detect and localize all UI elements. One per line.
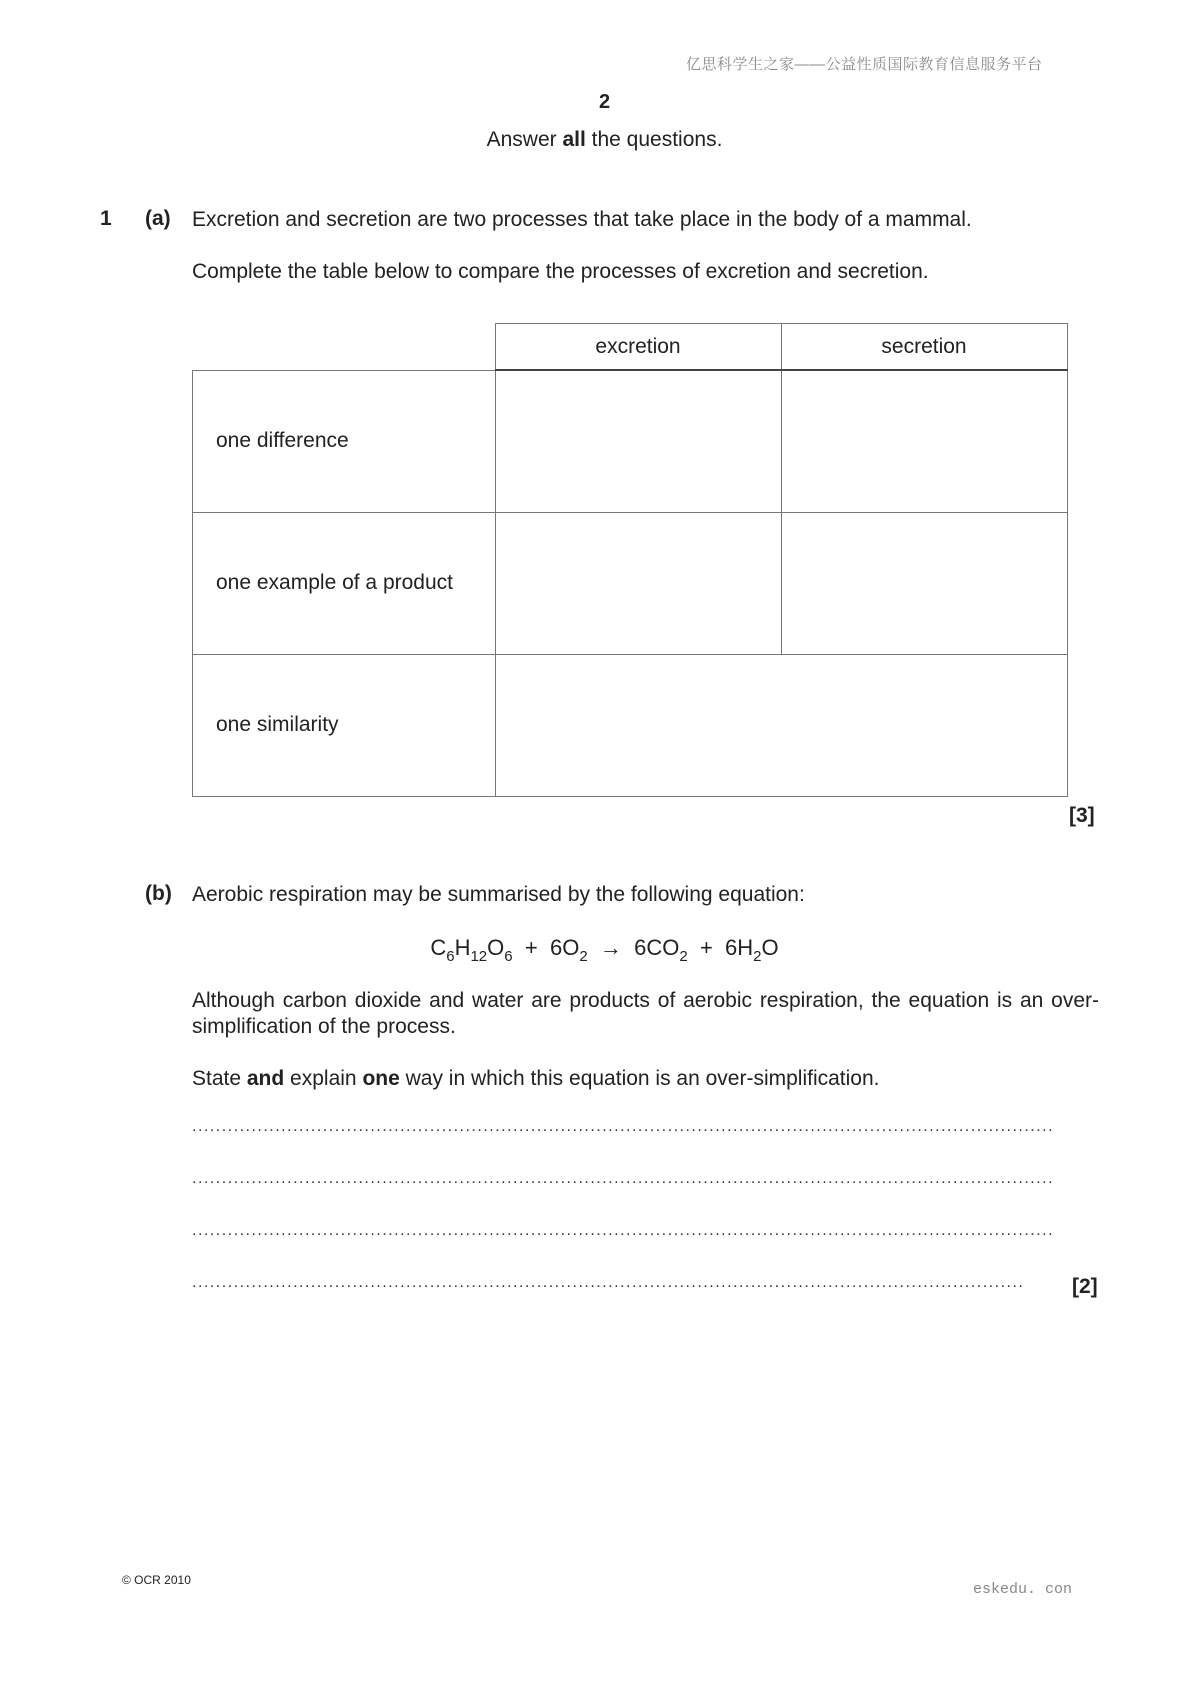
table-corner [193,324,496,371]
answer-line[interactable]: ................................................................................................................................................. [192,1170,1055,1187]
answer-cell-secretion-product[interactable] [781,512,1067,654]
oxygen-formula: $6O_2$ [549,935,588,965]
answer-cell-secretion-difference[interactable] [781,370,1067,512]
instruction [0,128,1191,152]
row-label-similarity: one similarity [193,654,496,796]
table-row [193,512,1068,654]
part-b-label: (b) [145,882,172,905]
instruction-post: the questions. [585,128,723,151]
site-watermark: eskedu. con [973,1581,1073,1598]
plus-sign: + [524,935,538,960]
part-b-statement: Although carbon dioxide and water are products of aerobic respiration, the equation is an over-simplification of the process. [192,989,1099,1038]
carbon-dioxide-formula: $6CO_2$ [634,935,688,965]
reaction-arrow: → [599,935,622,960]
answer-line[interactable]: ............................................................................................................................................ [192,1274,1025,1291]
part-a-intro: Excretion and secretion are two processes that take place in the body of a mammal. [192,208,972,231]
instruction-pre: Answer [486,128,563,151]
row-label-example-product: one example of a product [193,512,496,654]
water-formula: $6H_2O$ [725,935,779,965]
glucose-formula: $C_6H_{12}O_6$ [430,935,513,965]
part-a-task: Complete the table below to compare the processes of excretion and secretion. [192,260,929,283]
table-row [193,654,1068,796]
part-b-task: State and explain one way in which this equation is an over-simplification. [192,1067,880,1090]
comparison-table [192,323,1068,797]
answer-cell-excretion-difference[interactable] [495,370,781,512]
column-header-secretion: secretion [781,324,1067,371]
part-b-intro: Aerobic respiration may be summarised by the following equation: [192,883,805,906]
plus-sign: + [699,935,713,960]
answer-line[interactable]: ................................................................................................................................................. [192,1222,1055,1239]
part-a-marks: [3] [1069,804,1095,827]
copyright: © OCR 2010 [122,1573,191,1587]
watermark-header: 亿思科学生之家——公益性质国际教育信息服务平台 [686,56,1043,73]
part-a-label: (a) [145,207,171,230]
row-label-difference: one difference [193,370,496,512]
answer-line[interactable]: ................................................................................................................................................. [192,1118,1055,1135]
question-number: 1 [100,207,112,230]
part-b-marks: [2] [1072,1275,1098,1298]
instruction-bold: all [562,128,586,151]
answer-cell-similarity[interactable] [495,654,1067,796]
column-header-excretion: excretion [495,324,781,371]
respiration-equation [0,935,1191,965]
table-header-row [193,324,1068,371]
table-row [193,370,1068,512]
answer-cell-excretion-product[interactable] [495,512,781,654]
page-number: 2 [598,91,611,113]
